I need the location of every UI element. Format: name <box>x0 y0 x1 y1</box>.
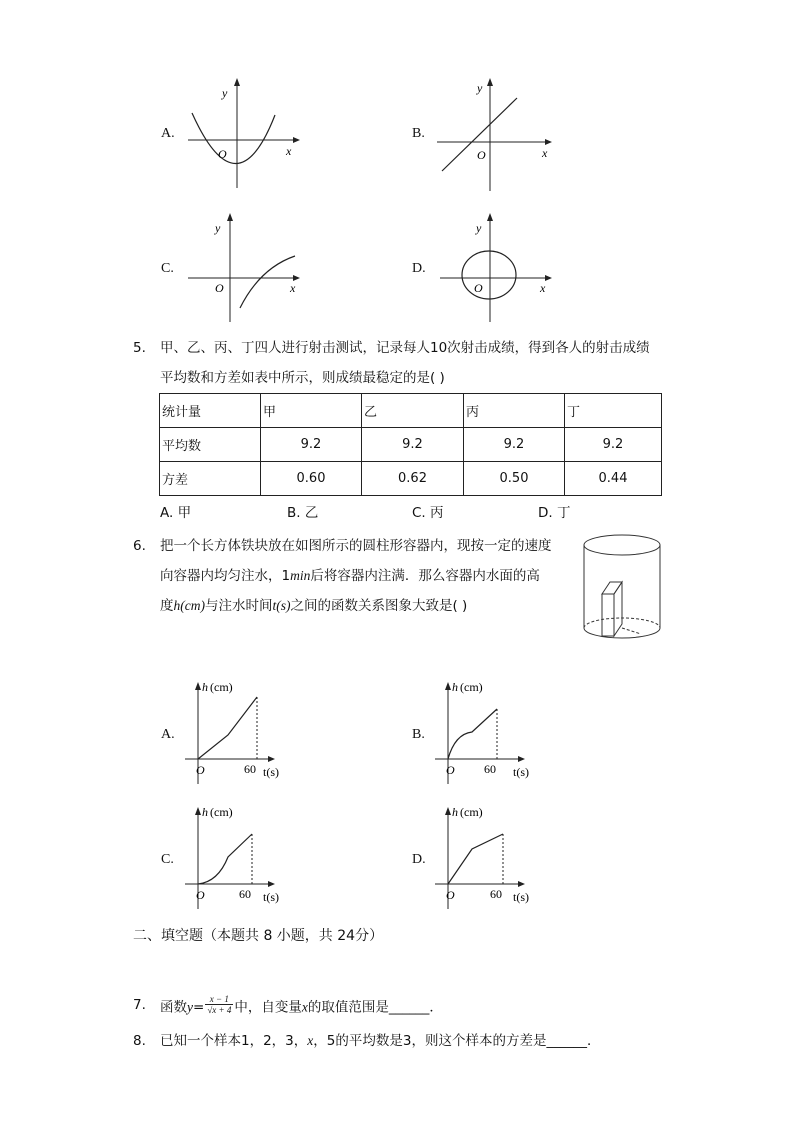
option-c-label: C. <box>161 261 174 276</box>
text-segment: 已知一个样本1，2，3， <box>160 1033 308 1049</box>
option-d-label: D. <box>412 261 426 276</box>
question-number: 6. <box>133 538 146 554</box>
fraction-numerator: x − 1 <box>205 994 233 1005</box>
graph-q6-b <box>430 672 560 787</box>
table-header-cell: 乙 <box>362 394 464 428</box>
x-axis-label: x <box>540 281 546 295</box>
option-b-label: B. <box>412 727 425 742</box>
origin-label: O <box>196 888 205 902</box>
table-header-cell: 丙 <box>464 394 565 428</box>
origin-label: O <box>215 281 224 295</box>
y-axis-label: y <box>222 86 228 100</box>
origin-label: O <box>196 763 205 777</box>
h-unit-label: (cm) <box>210 680 233 694</box>
t-axis-label: t(s) <box>513 765 529 779</box>
x-axis-arrow <box>268 881 275 887</box>
answer-option: C. 丙 <box>412 505 444 521</box>
table-cell: 0.50 <box>464 462 565 496</box>
y-axis-label: y <box>215 221 221 235</box>
var-h: h(cm) <box>173 598 205 613</box>
var-x: x <box>307 1033 314 1048</box>
answer-option: B. 乙 <box>287 505 319 521</box>
table-cell: 0.44 <box>565 462 662 496</box>
text-segment: 的取值范围是______． <box>307 999 443 1016</box>
table-header-cell: 丁 <box>565 394 662 428</box>
var-y: y <box>187 999 193 1015</box>
origin-label: O <box>477 148 486 162</box>
table-cell: 9.2 <box>464 428 565 462</box>
text-segment: 向容器内均匀注水，1 <box>160 568 291 584</box>
x-axis-label: x <box>542 146 548 160</box>
x-axis-label: x <box>286 144 292 158</box>
y-axis-arrow <box>195 807 201 815</box>
h-axis-label: h <box>202 680 208 694</box>
x-axis-label: x <box>290 281 296 295</box>
graph-c-curve <box>180 210 305 325</box>
table-header-cell: 甲 <box>261 394 362 428</box>
origin-label: O <box>218 147 227 161</box>
y-axis-arrow <box>445 807 451 815</box>
table-cell: 9.2 <box>261 428 362 462</box>
text-segment: ，5的平均数是3，则这个样本的方差是______． <box>313 1033 601 1049</box>
text-segment: 与注水时间 <box>204 598 273 614</box>
graph-a-parabola <box>180 75 305 195</box>
x-axis-arrow <box>518 756 525 762</box>
answer-option: A. 甲 <box>160 505 192 521</box>
table-header-cell: 统计量 <box>160 394 261 428</box>
stats-table <box>159 393 662 496</box>
question-text: 甲、乙、丙、丁四人进行射击测试，记录每人10次射击成绩，得到各人的射击成绩 <box>160 340 650 356</box>
unit-min: min <box>290 568 311 583</box>
section-heading: 二、填空题（本题共 8 小题，共 24分） <box>133 928 384 944</box>
question-text: 平均数和方差如表中所示，则成绩最稳定的是( ) <box>160 370 445 386</box>
text-segment: 函数 <box>160 999 187 1016</box>
t-axis-label: t(s) <box>513 890 529 904</box>
t-axis-label: t(s) <box>263 765 279 779</box>
h-axis-label: h <box>202 805 208 819</box>
answer-option: D. 丁 <box>538 505 571 521</box>
equals-sign: = <box>193 999 205 1016</box>
x-axis-arrow <box>268 756 275 762</box>
graph-q6-c <box>180 797 310 912</box>
question-number: 7. <box>133 997 146 1013</box>
origin-label: O <box>474 281 483 295</box>
option-a-label: A. <box>161 727 175 742</box>
y-axis-arrow <box>445 682 451 690</box>
h-axis-label: h <box>452 680 458 694</box>
question-text <box>160 994 443 1018</box>
t-axis-label: t(s) <box>263 890 279 904</box>
h-unit-label: (cm) <box>210 805 233 819</box>
option-d-label: D. <box>412 852 426 867</box>
table-cell: 平均数 <box>160 428 261 462</box>
text-segment: 后将容器内注满．那么容器内水面的高 <box>310 568 540 584</box>
graph-b-line <box>432 75 557 195</box>
var-t: t(s) <box>272 598 291 613</box>
table-cell: 0.62 <box>362 462 464 496</box>
table-cell: 9.2 <box>362 428 464 462</box>
question-text <box>160 1033 600 1049</box>
question-number: 8. <box>133 1033 146 1049</box>
option-b-label: B. <box>412 126 425 141</box>
h-unit-label: (cm) <box>460 680 483 694</box>
table-cell: 0.60 <box>261 462 362 496</box>
graph-d-circle <box>432 210 557 325</box>
text-segment: 度 <box>160 598 174 614</box>
fraction <box>205 994 233 1015</box>
text-segment: 之间的函数关系图象大致是( ) <box>290 598 468 614</box>
tick-60-label: 60 <box>244 762 256 776</box>
h-axis-label: h <box>452 805 458 819</box>
table-row <box>160 462 662 496</box>
fraction-denominator: √x + 4 <box>207 1005 232 1015</box>
graph-q6-d <box>430 797 560 912</box>
y-axis-arrow <box>195 682 201 690</box>
h-unit-label: (cm) <box>460 805 483 819</box>
cylinder-container-illustration <box>580 530 665 650</box>
table-cell: 方差 <box>160 462 261 496</box>
y-axis-label: y <box>477 81 483 95</box>
tick-60-label: 60 <box>490 887 502 901</box>
table-header-row <box>160 394 662 428</box>
text-segment: 中，自变量 <box>234 999 302 1016</box>
table-row <box>160 428 662 462</box>
table-cell: 9.2 <box>565 428 662 462</box>
option-a-label: A. <box>161 126 175 141</box>
option-c-label: C. <box>161 852 174 867</box>
origin-label: O <box>446 763 455 777</box>
y-axis-label: y <box>476 221 482 235</box>
question-text <box>160 568 540 584</box>
question-text: 把一个长方体铁块放在如图所示的圆柱形容器内，现按一定的速度 <box>160 538 552 554</box>
tick-60-label: 60 <box>239 887 251 901</box>
question-number: 5. <box>133 340 146 356</box>
origin-label: O <box>446 888 455 902</box>
graph-q6-a <box>180 672 310 787</box>
var-x: x <box>301 999 308 1015</box>
x-axis-arrow <box>518 881 525 887</box>
question-text <box>160 598 467 614</box>
tick-60-label: 60 <box>484 762 496 776</box>
